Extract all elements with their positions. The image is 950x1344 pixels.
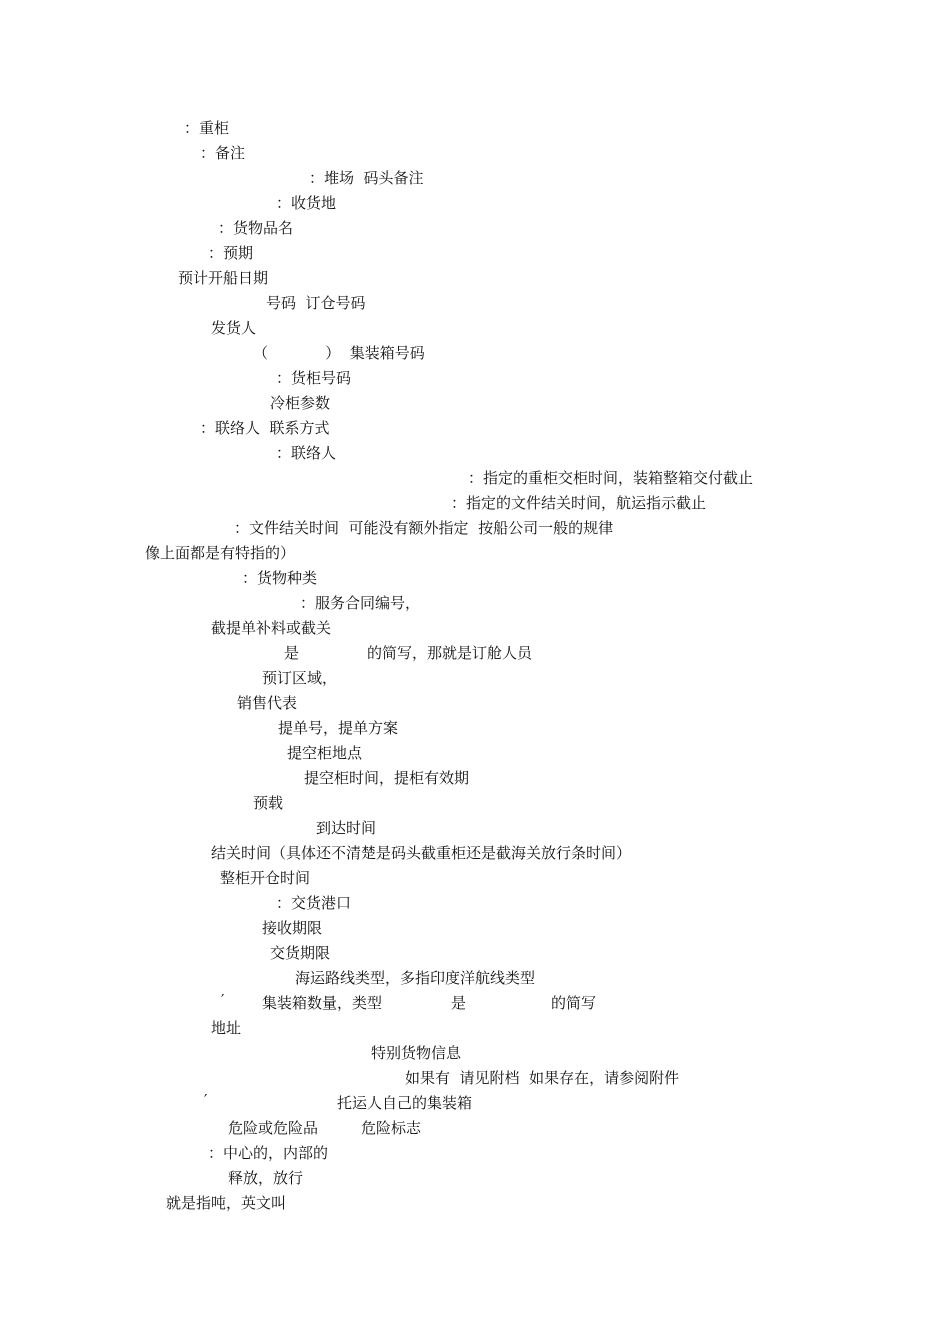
- text-line: 提空柜地点: [287, 744, 363, 762]
- text-line: ：服务合同编号，: [300, 594, 421, 612]
- text-line: ：交货港口: [276, 894, 352, 912]
- text-line: ：指定的文件结关时间，航运指示截止: [451, 494, 707, 512]
- text-line: 危险标志: [361, 1119, 422, 1137]
- text-line: 像上面都是有特指的）: [145, 544, 296, 562]
- text-line: ：备注: [200, 144, 246, 162]
- text-line: 结关时间（具体还不清楚是码头截重柜还是截海关放行条时间）: [211, 844, 632, 862]
- text-line: 交货期限: [270, 944, 331, 962]
- text-line: 特别货物信息: [371, 1044, 462, 1062]
- text-line: ：堆场 码头备注: [309, 169, 424, 187]
- text-line: 的简写: [551, 994, 597, 1012]
- text-line: ：中心的，内部的: [208, 1144, 329, 1162]
- text-line: 海运路线类型，多指印度洋航线类型: [295, 969, 536, 987]
- text-line: 发货人: [211, 319, 257, 337]
- text-line: 就是指吨，英文叫: [166, 1194, 287, 1212]
- text-line: ：预期: [208, 244, 254, 262]
- text-line: 释放，放行: [228, 1169, 304, 1187]
- text-line: 预计开船日期: [178, 269, 269, 287]
- text-line: 提单号，提单方案: [278, 719, 399, 737]
- text-line: ：文件结关时间 可能没有额外指定 按船公司一般的规律: [234, 519, 614, 537]
- text-line: 冷柜参数: [270, 394, 331, 412]
- text-line: 整柜开仓时间: [220, 869, 311, 887]
- text-line: 托运人自己的集装箱: [337, 1094, 473, 1112]
- text-line: ：收货地: [276, 194, 337, 212]
- text-line: ′: [221, 991, 225, 1009]
- text-line: 是: [451, 994, 467, 1012]
- text-line: 的简写，那就是订舱人员: [367, 644, 533, 662]
- text-line: 是: [284, 644, 300, 662]
- text-line: ：货物种类: [242, 569, 318, 587]
- text-line: 地址: [211, 1019, 242, 1037]
- text-line: ′: [204, 1091, 208, 1109]
- text-line: ：重柜: [184, 119, 230, 137]
- text-line: 如果有 请见附档 如果存在，请参阅附件: [405, 1069, 680, 1087]
- text-line: ：指定的重柜交柜时间，装箱整箱交付截止: [468, 469, 754, 487]
- text-line: 号码 订仓号码: [266, 294, 366, 312]
- text-line: ：货柜号码: [276, 369, 352, 387]
- text-line: 预订区域，: [262, 669, 338, 687]
- text-line: ：货物品名: [218, 219, 294, 237]
- text-line: 提空柜时间，提柜有效期: [304, 769, 470, 787]
- text-line: 到达时间: [316, 819, 377, 837]
- text-line: 销售代表: [237, 694, 298, 712]
- text-line: 预载: [253, 794, 284, 812]
- text-line: 危险或危险品: [228, 1119, 319, 1137]
- text-line: 截提单补料或截关: [211, 619, 332, 637]
- text-line: ：联络人: [276, 444, 337, 462]
- text-line: （ ） 集装箱号码: [253, 344, 425, 362]
- text-line: ：联络人 联系方式: [200, 419, 330, 437]
- text-line: 集装箱数量，类型: [262, 994, 383, 1012]
- text-line: 接收期限: [262, 919, 323, 937]
